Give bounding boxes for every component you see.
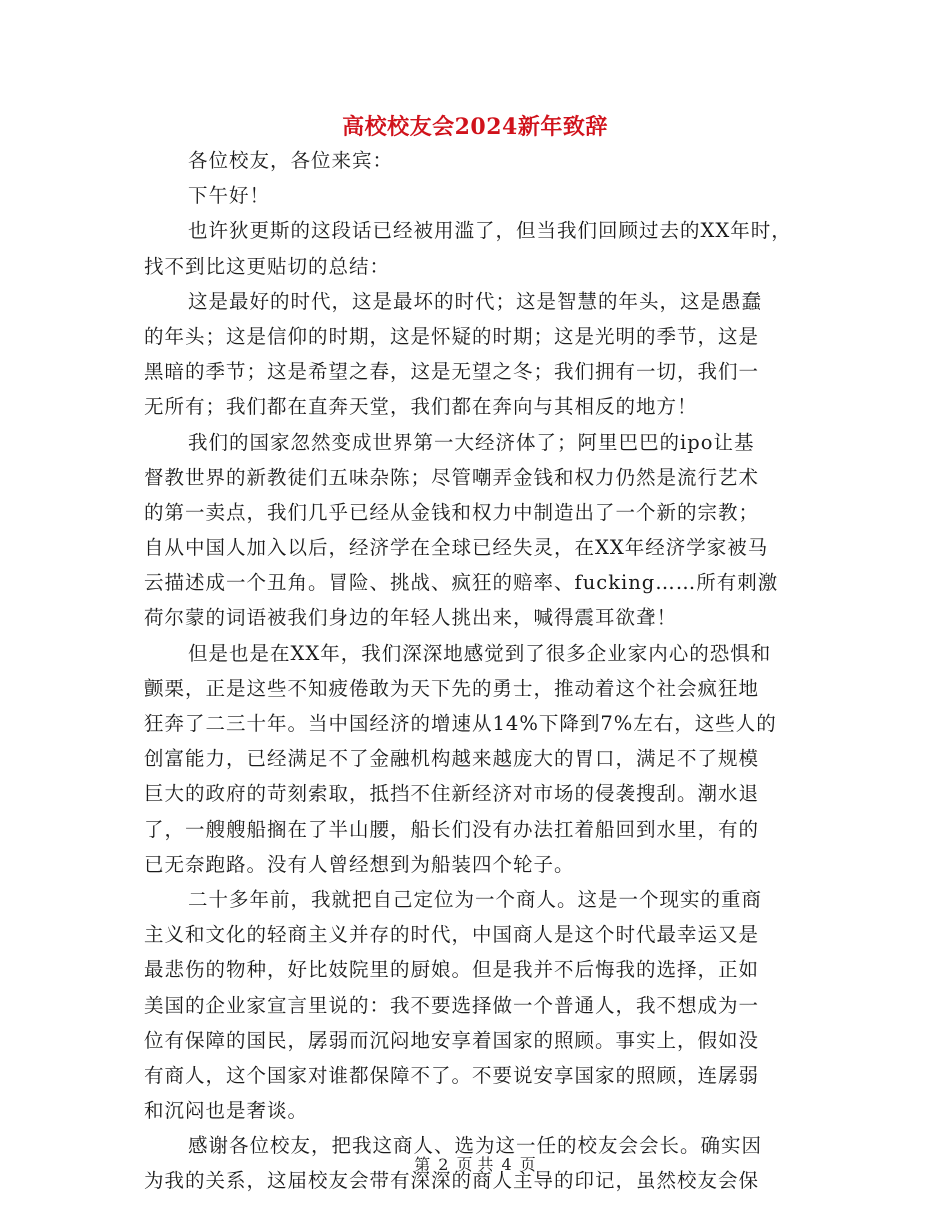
text-line: 黑暗的季节；这是希望之春，这是无望之冬；我们拥有一切，我们一: [144, 360, 760, 384]
footer-prefix: 第: [414, 1155, 431, 1174]
text-line: 狂奔了二三十年。当中国经济的增速从14%下降到7%左右，这些人的: [144, 712, 777, 735]
text-line: 主义和文化的轻商主义并存的时代，中国商人是这个时代最幸运又是: [144, 923, 760, 947]
text-line: 创富能力，已经满足不了金融机构越来越庞大的胃口，满足不了规模: [144, 747, 760, 771]
text-line: 也许狄更斯的这段话已经被用滥了，但当我们回顾过去的XX年时，: [188, 219, 792, 243]
text-line: 为我的关系，这届校友会带有深深的商人主导的印记，虽然校友会保: [144, 1169, 760, 1193]
text-line: 下午好！: [188, 184, 271, 208]
text-line: 无所有；我们都在直奔天堂，我们都在奔向与其相反的地方！: [144, 395, 698, 419]
text-line: 云描述成一个丑角。冒险、挑战、疯狂的赔率、fucking……所有刺激: [144, 571, 779, 595]
text-line: 这是最好的时代，这是最坏的时代；这是智慧的年头，这是愚蠢: [188, 289, 763, 313]
text-line: 美国的企业家宣言里说的：我不要选择做一个普通人，我不想成为一: [144, 993, 760, 1017]
text-line: 有商人，这个国家对谁都保障不了。不要说安享国家的照顾，连孱弱: [144, 1063, 760, 1087]
text-line: 最悲伤的物种，好比妓院里的厨娘。但是我并不后悔我的选择，正如: [144, 958, 760, 982]
text-line: 感谢各位校友，把我这商人、选为这一任的校友会会长。确实因: [188, 1134, 763, 1158]
footer-suffix: 页: [519, 1155, 536, 1174]
document-body: [144, 143, 824, 1199]
text-line: 了，一艘艘船搁在了半山腰，船长们没有办法扛着船回到水里，有的: [144, 817, 760, 841]
page-footer: [0, 1153, 950, 1177]
document-title: 高校校友会2024新年致辞: [342, 114, 608, 140]
text-line: 自从中国人加入以后，经济学在全球已经失灵，在XX年经济学家被马: [144, 536, 769, 560]
text-line: 我们的国家忽然变成世界第一大经济体了；阿里巴巴的ipo让基: [188, 430, 755, 454]
text-line: 颤栗，正是这些不知疲倦敢为天下先的勇士，推动着这个社会疯狂地: [144, 676, 760, 700]
text-line: 已无奈跑路。没有人曾经想到为船装四个轮子。: [144, 852, 575, 876]
text-line: 但是也是在XX年，我们深深地感觉到了很多企业家内心的恐惧和: [188, 641, 772, 665]
footer-middle: 页 共: [456, 1155, 494, 1174]
text-line: 的年头；这是信仰的时期，这是怀疑的时期；这是光明的季节，这是: [144, 324, 760, 348]
text-line: 位有保障的国民，孱弱而沉闷地安享着国家的照顾。事实上，假如没: [144, 1028, 760, 1052]
text-line: 督教世界的新教徒们五味杂陈；尽管嘲弄金钱和权力仍然是流行艺术: [144, 465, 760, 489]
footer-total-pages: 4: [501, 1155, 512, 1174]
text-line: 和沉闷也是奢谈。: [144, 1099, 309, 1123]
text-line: 各位校友，各位来宾：: [188, 149, 394, 172]
text-line: 荷尔蒙的词语被我们身边的年轻人挑出来，喊得震耳欲聋！: [144, 606, 678, 630]
footer-current-page: 2: [438, 1155, 449, 1174]
text-line: 找不到比这更贴切的总结：: [144, 254, 391, 278]
text-line: 巨大的政府的苛刻索取，抵挡不住新经济对市场的侵袭搜刮。潮水退: [144, 782, 760, 806]
text-line: 的第一卖点，我们几乎已经从金钱和权力中制造出了一个新的宗教；: [144, 500, 760, 524]
text-line: 二十多年前，我就把自己定位为一个商人。这是一个现实的重商: [188, 887, 763, 911]
